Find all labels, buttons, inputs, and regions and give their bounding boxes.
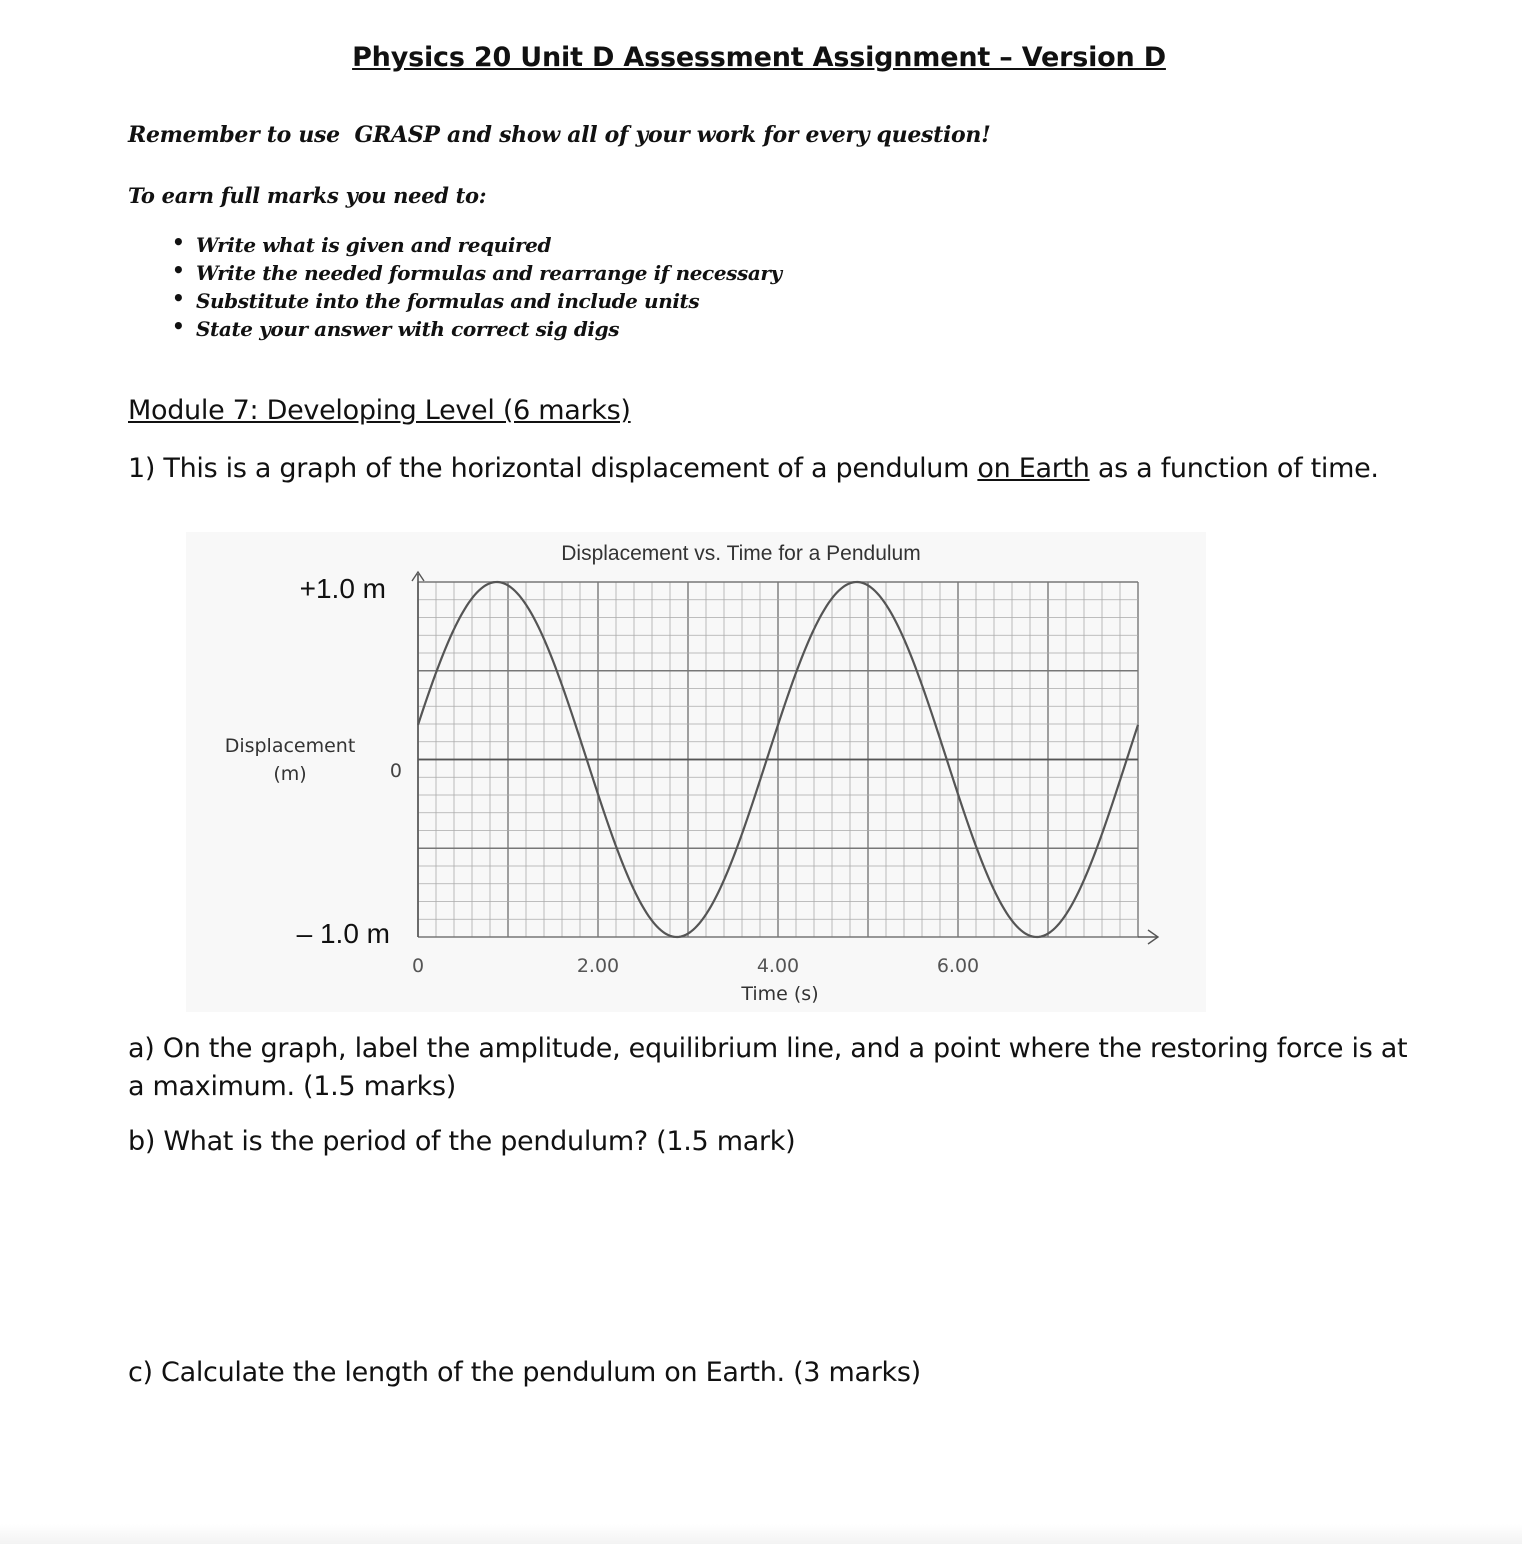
chart-title: Displacement vs. Time for a Pendulum: [561, 542, 921, 565]
question-c: c) Calculate the length of the pendulum on Earth. (3 marks): [128, 1357, 921, 1388]
y-min-label: – 1.0 m: [296, 918, 390, 949]
page-title: Physics 20 Unit D Assessment Assignment – Version D: [352, 42, 1166, 73]
x-tick-label: 4.00: [756, 955, 800, 977]
grasp-reminder: Remember to use GRASP and show all of your work for every question!: [128, 122, 991, 148]
pendulum-chart: [186, 532, 1206, 1012]
y-max-label: +1.0 m: [299, 573, 386, 604]
x-tick-label: 2.00: [576, 955, 620, 977]
x-tick-label: 6.00: [936, 955, 980, 977]
question-b: b) What is the period of the pendulum? (1.5 mark): [128, 1126, 796, 1157]
question-1: [128, 453, 1379, 484]
y-axis-label-line2: (m): [273, 763, 307, 785]
requirements-list: [172, 231, 782, 343]
requirement-item: • Write what is given and required: [172, 231, 782, 259]
x-tick-label: 0: [411, 955, 425, 977]
page-bottom-edge: [0, 1524, 1522, 1544]
module-heading: Module 7: Developing Level (6 marks): [128, 395, 631, 426]
requirement-item: • Write the needed formulas and rearrange if necessary: [172, 259, 782, 287]
requirement-item: • State your answer with correct sig digs: [172, 315, 782, 343]
question-1-suffix: as a function of time.: [1089, 453, 1379, 484]
y-zero-label: 0: [389, 760, 402, 782]
requirement-item: • Substitute into the formulas and include units: [172, 287, 782, 315]
full-marks-heading: To earn full marks you need to:: [128, 183, 487, 208]
question-1-emphasis: on Earth: [977, 453, 1090, 484]
question-a: a) On the graph, label the amplitude, equilibrium line, and a point where the restoring force is at a maximum. (1.5 marks): [128, 1033, 1408, 1102]
question-1-prefix: 1) This is a graph of the horizontal displacement of a pendulum: [128, 453, 978, 484]
x-axis-label: Time (s): [741, 983, 819, 1005]
y-axis-label-line1: Displacement: [224, 735, 356, 757]
